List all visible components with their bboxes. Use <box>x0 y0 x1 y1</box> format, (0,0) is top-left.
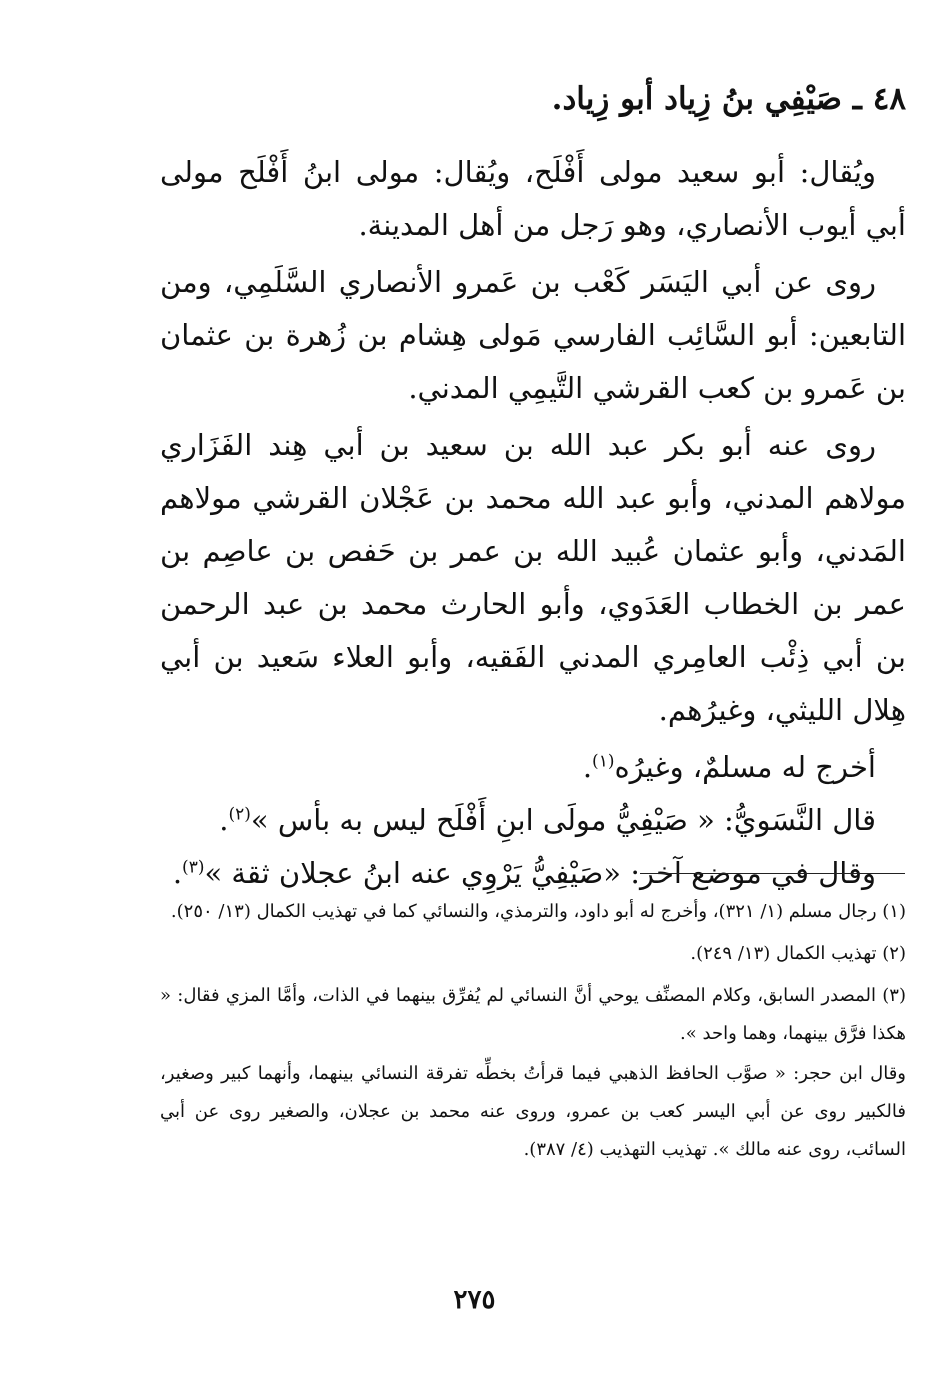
footnote-1: (١) رجال مسلم (١/ ٣٢١)، وأخرج له أبو داود، والترمذي، والنسائي كما في تهذيب الكمال (١٣/ ٢٥٠). <box>170 901 906 922</box>
quote-text: وقال في موضع آخر: «صَيْفِيُّ يَرْوِي عنه ابنُ عجلان ثقة » <box>204 856 876 890</box>
quote-muslim <box>160 741 906 794</box>
entry-heading: ٤٨ ـ صَيْفِي بنُ زِياد أبو زِياد. <box>551 81 906 117</box>
quote-end: . <box>219 803 229 837</box>
paragraph-names: ويُقال: أبو سعيد مولى أَفْلَح، ويُقال: مولى ابنُ أَفْلَح مولى أبي أيوب الأنصاري، وهو رَجل من أهل المدينة. <box>160 155 906 242</box>
footnote-3-continuation: وقال ابن حجر: « صوَّب الحافظ الذهبي فيما قرأتُ بخطِّه تفرقة النسائي بينهما، وأنهما كبير وصغير، فالكبير روى عن أبي اليسر كعب بن عمرو، وروى عنه محمد بن عجلان، والصغير روى عن أبي السائب، روى عنه مالك ». تهذيب التهذيب (٤/ ٣٨٧). <box>160 1063 906 1160</box>
footnote-2: (٢) تهذيب الكمال (١٣/ ٢٤٩). <box>690 943 906 964</box>
quote-end: . <box>582 750 593 784</box>
paragraph-narrated-by: روى عنه أبو بكر عبد الله بن سعيد بن أبي هِند الفَزَاري مولاهم المدني، وأبو عبد الله محمد بن عَجْلان القرشي مولاهم المَدني، وأبو عثمان عُبيد الله بن عمر بن حَفص بن عاصِم بن عمر بن الخطاب العَدَوي، وأبو الحارث محمد بن عبد الرحمن بن أبي ذِئْب العامِري المدني الفَقيه، وأبو العلاء سَعيد بن أبي هِلال الليثي، وغيرُهم. <box>160 428 906 727</box>
page-number: ٢٧٥ <box>453 1285 496 1315</box>
quote-text: قال النَّسَويُّ: « صَيْفِيُّ مولَى ابنِ أَفْلَح ليس به بأس » <box>250 803 876 837</box>
footnote-ref-3: (٣) <box>182 857 205 878</box>
paragraph-narrated-from: روى عن أبي اليَسَر كَعْب بن عَمرو الأنصاري السَّلَمِي، ومن التابعين: أبو السَّائِب الفارسي مَولى هِشام بن زُهرة بن عثمان بن عَمرو بن كعب القرشي التَّيمِي المدني. <box>160 265 906 405</box>
footnote-3: (٣) المصدر السابق، وكلام المصنِّف يوحي أنَّ النسائي لم يُفرِّق بينهما في الذات، وأمَّا المزي فقال: « هكذا فرَّق بينهما، وهما واحد ». <box>160 985 906 1044</box>
footnote-ref-1: (١) <box>592 751 615 772</box>
footnote-ref-2: (٢) <box>228 804 251 825</box>
quote-text: أخرج له مسلمٌ، وغيرُه <box>614 750 876 784</box>
quote-end: . <box>172 856 183 890</box>
footnote-divider <box>640 873 905 874</box>
quote-nasawi <box>160 794 906 847</box>
main-text <box>160 70 906 900</box>
footnotes <box>160 893 906 1173</box>
